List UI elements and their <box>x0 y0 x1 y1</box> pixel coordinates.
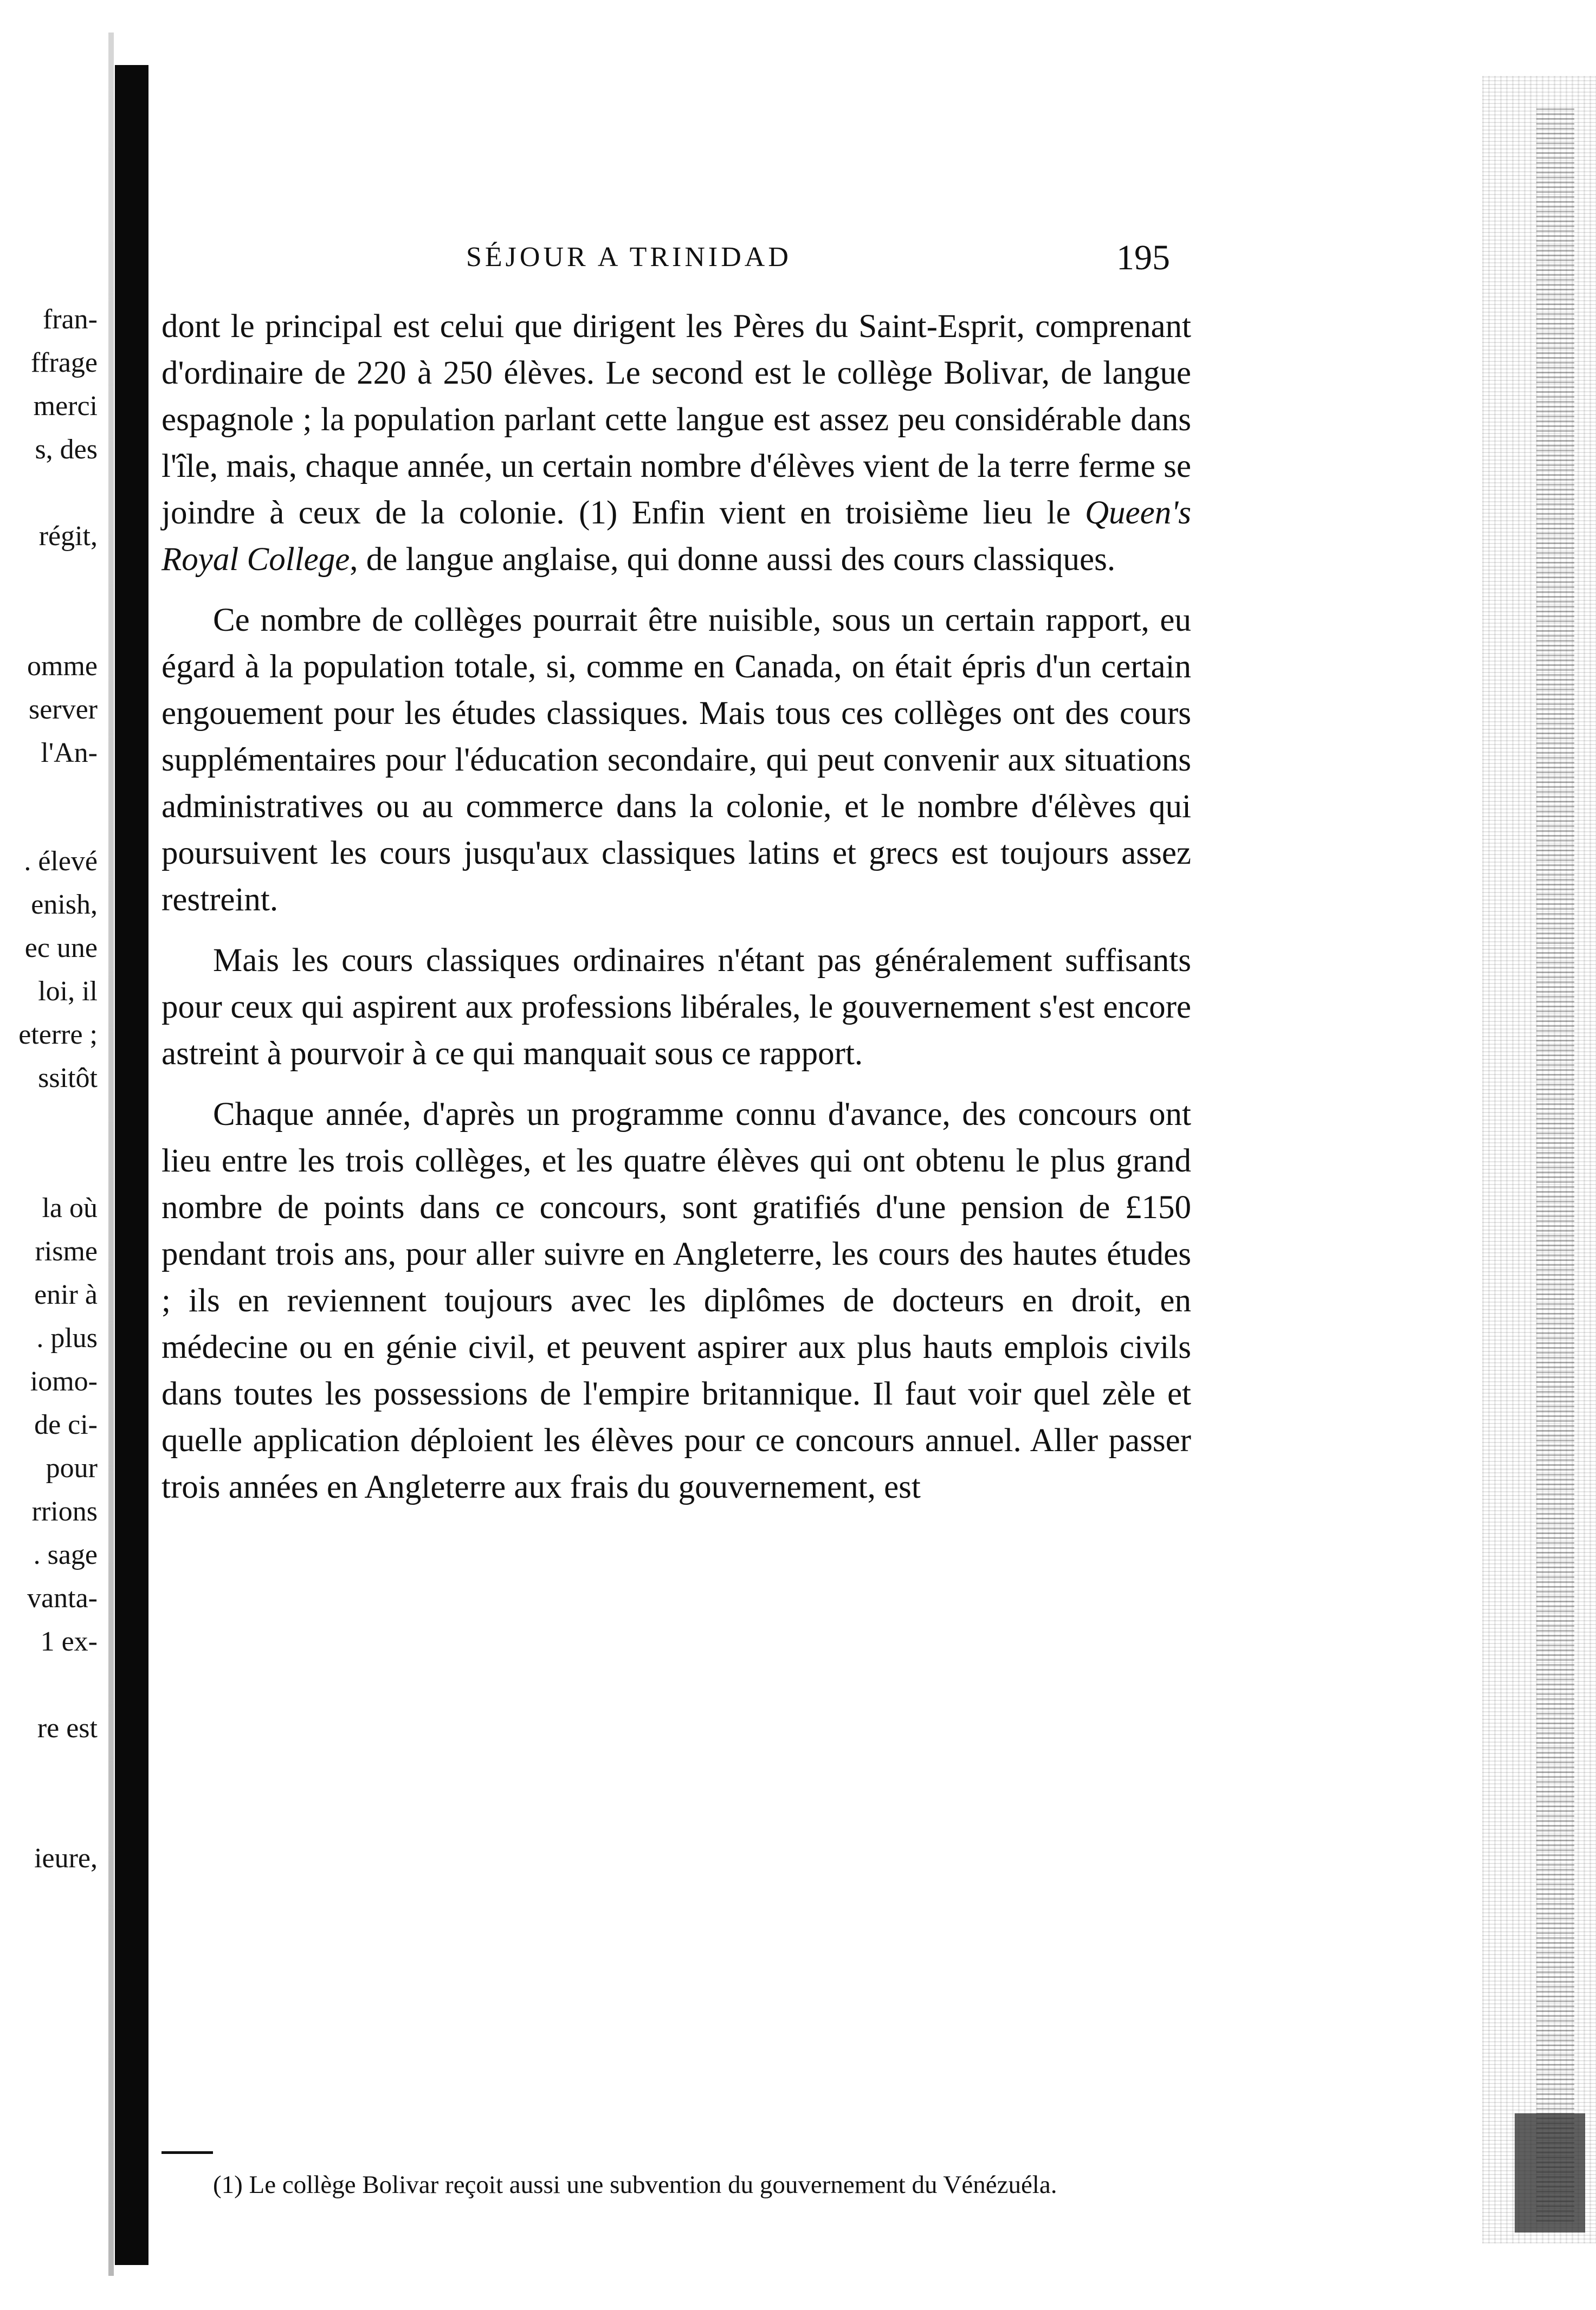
left-page-fragment: vanta- <box>27 1583 98 1614</box>
left-page-fragment: enir à <box>34 1279 98 1310</box>
left-page-fragment: ffrage <box>30 347 98 378</box>
binding-shadow <box>115 65 148 2265</box>
left-page-fragment: . plus <box>36 1323 98 1354</box>
left-page-fragment: régit, <box>38 521 98 552</box>
body-text <box>161 303 1191 1525</box>
left-page-fragment: iomo- <box>30 1366 98 1397</box>
left-page-fragment: ec une <box>24 933 98 963</box>
footnote <box>161 2167 1191 2202</box>
left-page-fragment: de ci- <box>34 1409 98 1440</box>
paragraph-1-text: dont le principal est celui que dirigent les Pères du Saint-Esprit, <box>161 308 1036 345</box>
right-scan-edge-dark <box>1536 108 1574 2222</box>
left-page-fragment: s, des <box>35 434 98 465</box>
paragraph-1-tail: , de langue anglaise, qui donne aussi des cours classiques. <box>350 541 1116 578</box>
paragraph-1-text: ceux de la colonie. (1) Enfin vient en troisième lieu le <box>298 495 1085 531</box>
left-page-fragments <box>0 0 98 2310</box>
paragraph-3: Mais les cours classiques ordinaires n'étant pas généralement suffisants pour ceux qui aspirent aux professions libérales, le gouvernement s'est encore astreint à pourvoir à ce qui manquait sous ce rapport. <box>161 942 1191 1072</box>
paragraph-1-text: langue est assez peu considérable dans l'île, mais, chaque année, <box>161 402 1192 484</box>
gutter-edge <box>108 33 114 2276</box>
running-head: SÉJOUR A TRINIDAD <box>466 242 792 273</box>
paragraph-1-text: un certain nombre d'élèves vient de la terre ferme se joindre à <box>161 448 1191 531</box>
left-page-fragment: re est <box>37 1713 98 1744</box>
paragraph-1-text: comprenant d'ordinaire de 220 à 250 élèves. Le second est le <box>161 308 1191 391</box>
left-page-fragment: server <box>28 694 98 725</box>
left-page-fragment: rrions <box>31 1496 98 1527</box>
left-page-fragment: fran- <box>42 304 98 335</box>
left-page-fragment: eterre ; <box>18 1019 98 1050</box>
left-page-fragment: ieure, <box>34 1843 98 1874</box>
left-page-fragment: omme <box>27 651 98 682</box>
left-page-fragment: l'An- <box>41 737 98 768</box>
left-page-fragment: merci <box>33 391 98 422</box>
left-page-fragment: risme <box>35 1236 98 1267</box>
left-page-fragment: . sage <box>33 1539 98 1570</box>
footnote-rule <box>161 2151 213 2154</box>
paragraph-2: Ce nombre de collèges pourrait être nuisible, sous un certain rapport, eu égard à la population totale, si, comme en Canada, on était épris d'un certain engouement pour les études classiques. Mais tous ces collèges ont des cours supplémentaires pour l'éducation secondaire, qui peut convenir aux situations administratives ou au commerce dans la colonie, et le nombre d'élèves qui poursuivent les cours jusqu'aux classiques latins et grecs est toujours assez restreint. <box>161 602 1191 918</box>
paragraph-1 <box>161 303 1191 583</box>
paragraph-4: Chaque année, d'après un programme connu d'avance, des concours ont lieu entre les trois collèges, et les quatre élèves qui ont obtenu le plus grand nombre de points dans ce concours, sont gratifiés d'une pension de £150 pendant trois ans, pour aller suivre en Angleterre, les cours des hautes études ; ils en reviennent toujours avec les diplômes de docteurs en droit, en médecine ou en génie civil, et peuvent aspirer aux plus hauts emplois civils dans toutes les possessions de l'empire britannique. Il faut voir quel zèle et quelle application déploient les élèves pour ce concours annuel. Aller passer trois années en Angleterre aux frais du gouvernement, est <box>161 1096 1191 1505</box>
left-page-fragment: . élevé <box>24 846 98 877</box>
left-page-fragment: loi, il <box>38 976 98 1007</box>
paragraph-1-text: collège Bolivar, de langue espagnole ; la population parlant cette <box>161 355 1191 438</box>
page-number: 195 <box>1116 238 1170 277</box>
left-page-fragment: ssitôt <box>38 1063 98 1093</box>
left-page-fragment: la où <box>42 1193 98 1224</box>
left-page-fragment: 1 ex- <box>40 1626 98 1657</box>
right-scan-edge-block <box>1515 2113 1585 2233</box>
footnote-text: (1) Le collège Bolivar reçoit aussi une subvention du gouvernement du Vénézuéla. <box>213 2171 1057 2199</box>
left-page-fragment: enish, <box>31 889 98 920</box>
college-title: Queen's Royal College <box>161 495 1191 578</box>
left-page-fragment: pour <box>46 1453 98 1484</box>
